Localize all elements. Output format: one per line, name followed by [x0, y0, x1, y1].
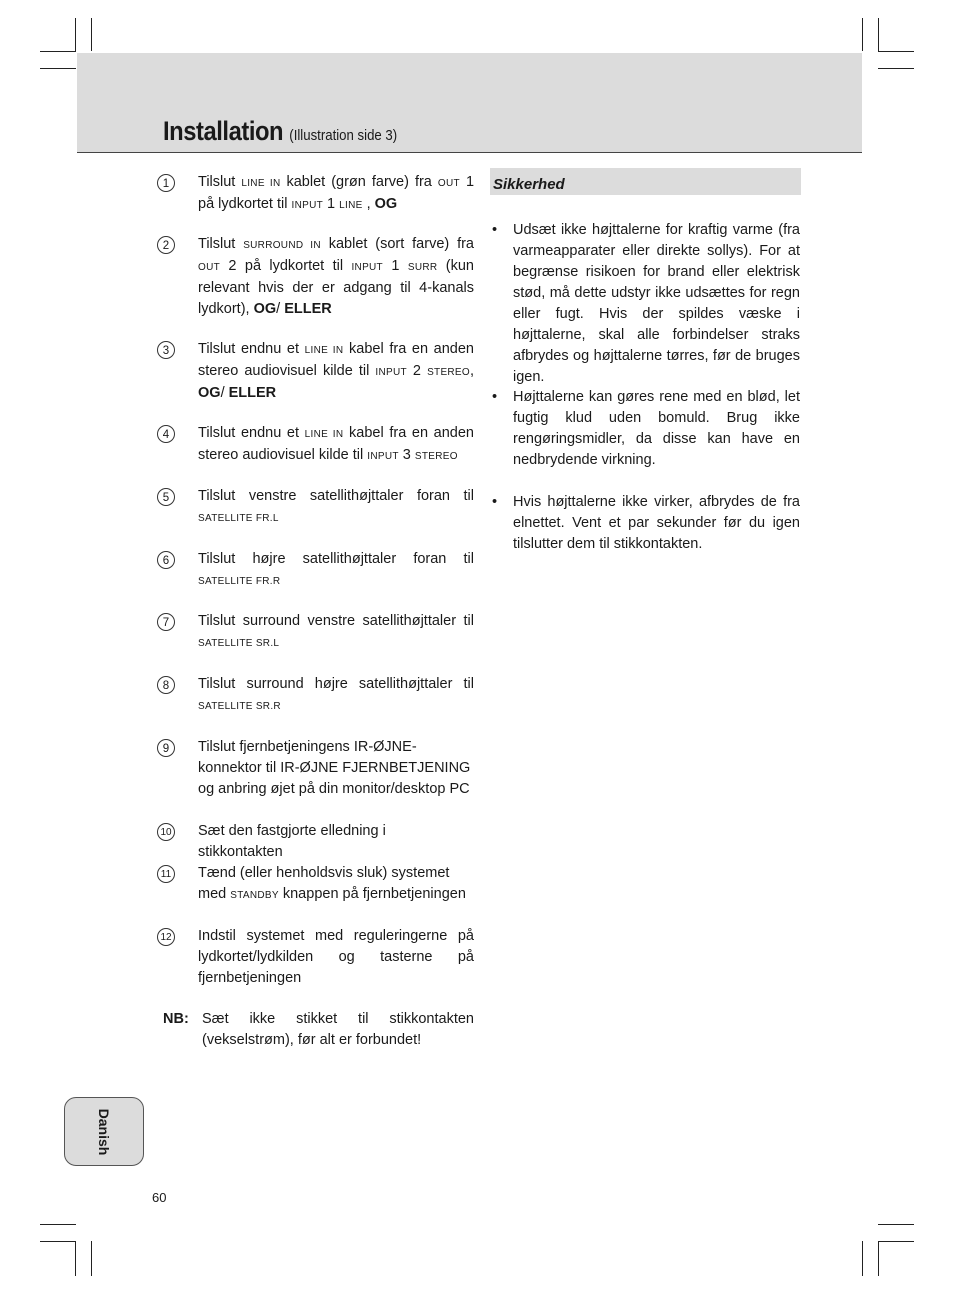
step-number: 3	[157, 341, 175, 359]
crop-mark	[878, 18, 879, 51]
bullet-text: Hvis højttalerne ikke virker, afbrydes de fra elnettet. Vent et par sekunder før du igen tilslutter dem til stikkontakten.	[513, 494, 800, 552]
language-tab-label: Danish	[96, 1108, 112, 1155]
step-number: 1	[157, 174, 175, 192]
safety-bullet-3	[490, 492, 800, 555]
step-text: Tilslut LINE IN kablet (grøn farve) fra OUT 1 på lydkortet til INPUT 1 LINE , OG	[198, 174, 475, 212]
note-text: Sæt ikke stikket til stikkontakten (vekselstrøm), før alt er forbundet!	[202, 1011, 474, 1048]
crop-mark	[862, 1241, 863, 1276]
crop-mark	[862, 18, 863, 51]
crop-mark	[40, 1224, 76, 1225]
step-number: 7	[157, 613, 175, 631]
step-5	[157, 486, 474, 529]
step-number: 9	[157, 739, 175, 757]
step-number: 5	[157, 488, 175, 506]
step-number: 6	[157, 551, 175, 569]
step-8	[157, 674, 474, 717]
crop-mark	[75, 18, 76, 51]
step-9	[157, 737, 474, 800]
step-2	[157, 234, 474, 320]
step-11	[157, 863, 474, 906]
step-4	[157, 423, 474, 467]
crop-mark	[878, 68, 914, 69]
step-number: 10	[157, 823, 175, 841]
crop-mark	[40, 68, 76, 69]
step-1	[157, 172, 474, 216]
crop-mark	[91, 1241, 92, 1276]
step-text: Tilslut højre satellithøjttaler foran til SATELLITE FR.R	[198, 551, 474, 587]
crop-mark	[878, 51, 914, 52]
step-text: Tilslut endnu et LINE IN kabel fra en anden stereo audiovisuel kilde til INPUT 3 STEREO	[198, 425, 475, 463]
page-title: Installation (Illustration side 3)	[163, 116, 398, 146]
step-number: 8	[157, 676, 175, 694]
safety-bullet-1	[490, 220, 800, 388]
note-label: NB:	[163, 1011, 189, 1027]
step-text: Sæt den fastgjorte elledning i stikkontakten	[198, 823, 386, 860]
bullet-text: Udsæt ikke højttalerne for kraftig varme (fra varmeapparater eller direkte sollys). For at begrænse risikoen for brand eller elektrisk stød, må dette udstyr ikke udsættes for regn eller fugt. Hvis der spildes væske i højttalerne, skal alle forbindelser straks afbrydes og højttalerne tørres, før de bruges igen.	[513, 222, 800, 385]
bullet-text: Højttalerne kan gøres rene med en blød, let fugtig klud uden bomuld. Brug ikke rengøringsmidler, da disse kan have en nedbrydende virkning.	[513, 389, 800, 468]
crop-mark	[40, 51, 76, 52]
step-text: Tilslut surround venstre satellithøjttaler til SATELLITE SR.L	[198, 613, 474, 649]
bullet-icon: •	[492, 389, 498, 405]
crop-mark	[878, 1241, 879, 1276]
step-3	[157, 339, 474, 404]
page-number: 60	[152, 1190, 167, 1205]
crop-mark	[91, 18, 92, 51]
step-number: 4	[157, 425, 175, 443]
crop-mark	[40, 1241, 76, 1242]
step-6	[157, 549, 474, 592]
page-subtitle: (Illustration side 3)	[289, 127, 398, 144]
bullet-icon: •	[492, 222, 498, 238]
safety-heading-band	[490, 168, 801, 195]
crop-mark	[75, 1241, 76, 1276]
note	[163, 1009, 474, 1051]
step-10	[157, 821, 474, 863]
step-number: 12	[157, 928, 175, 946]
crop-mark	[878, 1241, 914, 1242]
step-text: Tilslut venstre satellithøjttaler foran til SATELLITE FR.L	[198, 488, 474, 524]
language-tab	[64, 1097, 144, 1166]
step-text: Tilslut fjernbetjeningens IR-ØJNE-konnektor til IR-ØJNE FJERNBETJENING og anbring øjet på din monitor/desktop PC	[198, 739, 471, 797]
step-number: 11	[157, 865, 175, 883]
step-text: Tilslut endnu et LINE IN kabel fra en anden stereo audiovisuel kilde til INPUT 2 STEREO, OG/ ELLER	[198, 341, 475, 401]
bullet-icon: •	[492, 494, 498, 510]
step-text: Indstil systemet med reguleringerne på lydkortet/lydkilden og tasterne på fjernbetjeningen	[198, 928, 474, 986]
step-number: 2	[157, 236, 175, 254]
step-7	[157, 611, 474, 654]
step-12	[157, 926, 474, 989]
step-text: Tilslut SURROUND IN kablet (sort farve) fra OUT 2 på lydkortet til INPUT 1 SURR (kun relevant hvis der er adgang til 4-kanals lydkort), OG/ ELLER	[198, 236, 474, 317]
safety-bullet-2	[490, 387, 800, 471]
crop-mark	[878, 1224, 914, 1225]
step-text: Tilslut surround højre satellithøjttaler til SATELLITE SR.R	[198, 676, 474, 712]
safety-heading: Sikkerhed	[493, 176, 565, 193]
step-text: Tænd (eller henholdsvis sluk) systemet med STANDBY knappen på fjernbetjeningen	[198, 865, 466, 902]
